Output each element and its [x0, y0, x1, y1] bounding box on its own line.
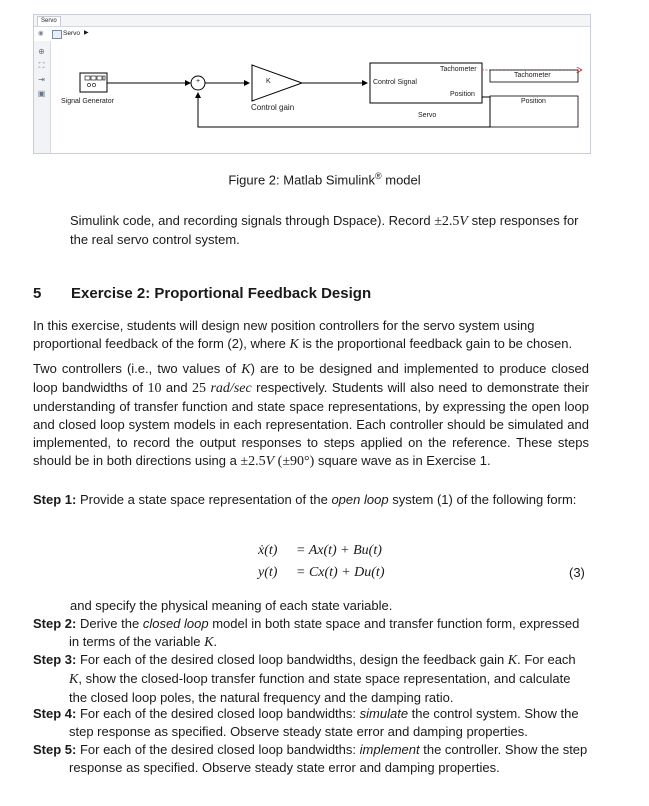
intro-paragraph: Simulink code, and recording signals through Dspace). Record ±2.5V step responses for the real servo control system. [70, 213, 579, 247]
block-diagram [34, 15, 590, 153]
paragraph-1: In this exercise, students will design new position controllers for the servo system using proportional feedback of the form (2), where K is the proportional feedback gain to be chosen. [33, 318, 573, 352]
servo-input-port: Control Signal [373, 79, 417, 86]
servo-label: Servo [418, 112, 437, 119]
breadcrumb-label[interactable]: Servo [63, 30, 80, 37]
servo-output-port-2: Position [450, 91, 475, 98]
paragraph-2: Two controllers (i.e., two values of K) are to be designed and implemented to produce closed loop bandwidths of 10 and 25 rad/sec respectively. Students will also need to demonstrate their understanding of transfer function and state space representations, by expressing the open loop and closed loop system models in each representation. Each controller should be simulated and implemented, to record the output responses to steps applied on the reference. These steps should be in both directions using a ±2.5V (±90°) square wave as in Exercise 1. [33, 361, 589, 469]
step-2: Step 2: Derive the closed loop model in both state space and transfer function form, expressed in terms of the variable K. [33, 616, 580, 650]
simulink-screenshot [33, 14, 591, 154]
gain-label: Control gain [251, 103, 295, 112]
equation-rhs-1: = Ax(t) + Bu(t) [296, 543, 382, 558]
zoom-icon[interactable]: ⊕ [38, 47, 45, 56]
position-scope-label: Position [521, 98, 546, 105]
step-5: Step 5: For each of the desired closed loop bandwidths: implement the controller. Show the step response as specified. Observe steady state error and damping properties. [33, 742, 588, 775]
equation-lhs-2: y(t) [258, 565, 278, 580]
step-3: Step 3: For each of the desired closed loop bandwidths, design the feedback gain K. For each K, show the closed-loop transfer function and state space representation, and calculate the closed loop poles, the natural frequency and the damping ratio. [33, 652, 576, 705]
signal-generator-label: Signal Generator [61, 98, 114, 105]
gain-block[interactable] [252, 65, 302, 101]
step-4: Step 4: For each of the desired closed loop bandwidths: simulate the control system. Show the step response as specified. Observe steady state error and damping properties. [33, 706, 579, 739]
tachometer-scope-label: Tachometer [514, 72, 551, 79]
equation-rhs-2: = Cx(t) + Du(t) [296, 565, 385, 580]
gain-symbol: K [266, 78, 271, 85]
arrow-right-icon[interactable]: ⇥ [38, 75, 45, 84]
equation-lhs-1: ẋ(t) [258, 543, 278, 558]
fit-view-icon[interactable]: ⛶ [38, 61, 45, 70]
equation-number: (3) [569, 565, 585, 580]
nav-back-icon[interactable]: ◉ [38, 30, 44, 37]
sum-sign: + [196, 78, 201, 85]
after-equation-text: and specify the physical meaning of each state variable. [70, 598, 393, 613]
breadcrumb-arrow-icon: ▶ [84, 30, 89, 36]
model-tab[interactable]: Servo [37, 16, 61, 26]
step-1: Step 1: Provide a state space representation of the open loop system (1) of the following form: [33, 492, 577, 507]
image-icon[interactable]: ▣ [37, 89, 46, 98]
section-heading: 5 Exercise 2: Proportional Feedback Design [33, 285, 372, 302]
servo-output-port-1: Tachometer [440, 66, 477, 73]
figure-caption: Figure 2: Matlab Simulink® model [228, 171, 421, 188]
